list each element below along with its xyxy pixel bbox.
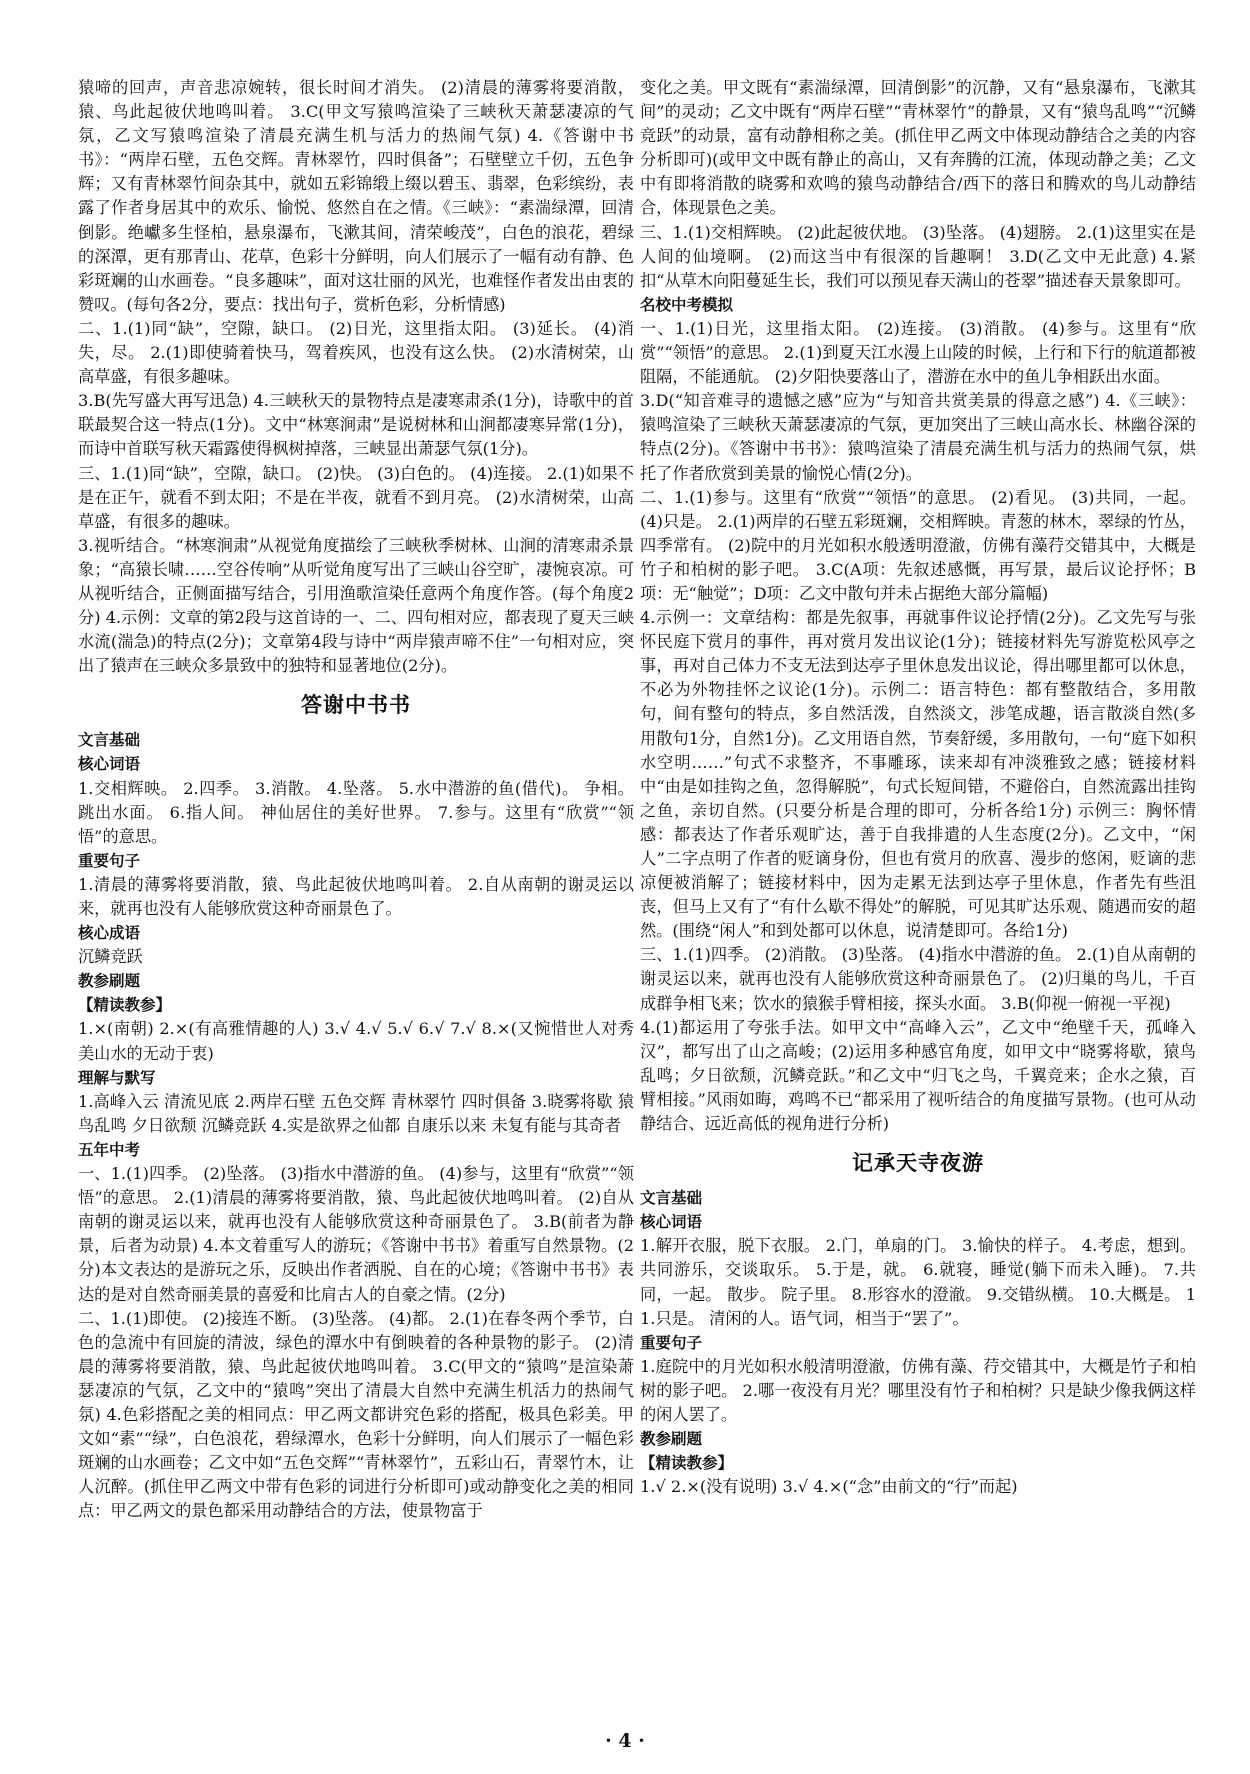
answer-paragraph: 1.庭院中的月光如积水般清明澄澈，仿佛有藻、荇交错其中，大概是竹子和柏树的影子吧。 2.哪一夜没有月光？哪里没有竹子和柏树？只是缺少像我俩这样的闲人罢了。 — [640, 1356, 1196, 1424]
answer-paragraph: 二、1.(1)同“缺”，空隙，缺口。 (2)日光，这里指太阳。 (3)延长。 (4)消失，尽。 2.(1)即使骑着快马，驾着疾风，也没有这么快。 (2)水清树荣，山高草盛，有很多趣味。 — [78, 318, 634, 387]
answer-paragraph: 沉鳞竞跃 — [78, 947, 143, 967]
subheading: 理解与默写 — [78, 1068, 156, 1087]
section-title: 记承天寺夜游 — [852, 1151, 984, 1176]
answer-paragraph: 3.视听结合。“林寒涧肃”从视觉角度描绘了三峡秋季树林、山涧的清寒肃杀景象；“高猿长啸……空谷传响”从听觉角度写出了三峡山谷空旷，凄惋哀凉。可从视听结合，正侧面描写结合，引用渔歌渲染任意两个角度作答。(每个角度2分) 4.示例：文章的第2段与这首诗的一、二、四句相对应，都表现了夏天三峡水流(湍急)的特点(2分)；文章第4段与诗中“两岸猿声啼不住”一句相对应，突出了猿声在三峡众多景致中的独特和显著地位(2分)。 — [78, 535, 634, 676]
answer-paragraph: 二、1.(1)参与。这里有“欣赏”“领悟”的意思。 (2)看见。 (3)共同，一起。 (4)只是。 2.(1)两岸的石壁五彩斑斓，交相辉映。青葱的林木，翠绿的竹丛，四季常有。 (2)院中的月光如积水般透明澄澈，仿佛有藻荇交错其中，大概是竹子和柏树的影子吧。 3.C(A项：先叙述感慨，再写景，最后议论抒怀；B项：无“触觉”；D项：乙文中散句并未占据绝大部分篇幅) — [640, 487, 1196, 603]
subheading: 重要句子 — [640, 1333, 703, 1352]
section-title: 答谢中书书 — [301, 693, 411, 718]
subheading: 五年中考 — [78, 1140, 141, 1159]
answer-paragraph: 三、1.(1)四季。 (2)消散。 (3)坠落。 (4)指水中潜游的鱼。 2.(1)自从南朝的谢灵运以来，就再也没有人能够欣赏这种奇丽景色了。 (2)归巢的鸟儿，千百成群争相飞来；饮水的猿猴手臂相接，探头水面。 3.B(仰视一俯视一平视) — [640, 945, 1196, 1013]
subheading: 核心词语 — [640, 1213, 703, 1232]
subheading: 教参刷题 — [78, 972, 141, 991]
answer-paragraph: 一、1.(1)四季。 (2)坠落。 (3)指水中潜游的鱼。 (4)参与，这里有“欣赏”“领悟”的意思。 2.(1)清晨的薄雾将要消散，猿、鸟此起彼伏地鸣叫着。 (2)自从南朝的谢灵运以来，就再也没有人能够欣赏这种奇丽景色了。 3.B(前者为静景，后者为动景) 4.本文着重写人的游玩；《答谢中书书》着重写自然景物。(2分)本文表达的是游玩之乐，反映出作者洒脱、自在的心境；《答谢中书书》表达的是对自然奇丽美景的喜爱和比肩古人的自豪之情。(2分) — [78, 1164, 634, 1304]
right-column — [640, 76, 1196, 1499]
answer-paragraph: 1.√ 2.×(没有说明) 3.√ 4.×(“念”由前文的“行”而起) — [640, 1477, 1018, 1497]
answer-paragraph: 1.×(南朝) 2.×(有高雅情趣的人) 3.√ 4.√ 5.√ 6.√ 7.√ 8.×(又惋惜世人对秀美山水的无动于衷) — [78, 1019, 634, 1063]
answer-paragraph: 猿啼的回声，声音悲凉婉转，很长时间才消失。 (2)清晨的薄雾将要消散，猿、鸟此起彼伏地鸣叫着。 3.C(甲文写猿鸣渲染了三峡秋天萧瑟凄凉的气氛，乙文写猿鸣渲染了清晨充满生机与活力的热闹气氛) 4.《答谢中书书》：“两岸石壁，五色交辉。青林翠竹，四时俱备”；石壁壁立千仞，五色争辉；又有青林翠竹间杂其中，就如五彩锦缎上缀以碧玉、翡翠，色彩缤纷，表露了作者身居其中的欢乐、愉悦、悠然自在之情。《三峡》：“素湍绿潭，回清倒影。绝巘多生怪柏，悬泉瀑布，飞漱其间，清荣峻茂”，白色的浪花，碧绿的深潭，更有那青山、花草，色彩十分鲜明，向人们展示了一幅有动有静、色彩斑斓的山水画卷。“良多趣味”，面对这壮丽的风光，也难怪作者发出由衷的赞叹。(每句各2分，要点：找出句子，赏析色彩，分析情感) — [78, 78, 634, 314]
answer-paragraph: 1.解开衣服，脱下衣服。 2.门，单扇的门。 3.愉快的样子。 4.考虑，想到。 共同游乐，交谈取乐。 5.于是，就。 6.就寝，睡觉(躺下而未入睡)。 7.共同，一起。 散步。 院子里。 8.形容水的澄澈。 9.交错纵横。 10.大概是。 11.只是。 清闲的人。语气词，相当于“罢了”。 — [640, 1236, 1196, 1328]
subheading: 【精读教参】 — [640, 1454, 734, 1473]
answer-paragraph: 三、1.(1)同“缺”，空隙，缺口。 (2)快。 (3)白色的。 (4)连接。 2.(1)如果不是在正午，就看不到太阳；不是在半夜，就看不到月亮。 (2)水清树荣，山高草盛，有很多的趣味。 — [78, 463, 634, 531]
answer-paragraph: 二、1.(1)即使。 (2)接连不断。 (3)坠落。 (4)都。 2.(1)在春冬两个季节，白色的急流中有回旋的清波，绿色的潭水中有倒映着的各种景物的影子。 (2)清晨的薄雾将要消散，猿、鸟此起彼伏地鸣叫着。 3.C(甲文的“猿鸣”是渲染萧瑟凄凉的气氛，乙文中的“猿鸣”突出了清晨大自然中充满生机活力的热闹气氛) 4.色彩搭配之美的相同点：甲乙两文都讲究色彩的搭配，极具色彩美。甲文如“素”“绿”，白色浪花，碧绿潭水，色彩十分鲜明，向人们展示了一幅色彩斑斓的山水画卷；乙文中如“五色交辉”“青林翠竹”，五彩山石，青翠竹木，让人沉醉。(抓住甲乙两文中带有色彩的词进行分析即可)或动静变化之美的相同点：甲乙两文的景色都采用动静结合的方法，使景物富于 — [78, 1308, 634, 1521]
answer-paragraph: 3.B(先写盛大再写迅急) 4.三峡秋天的景物特点是凄寒肃杀(1分)，诗歌中的首联最契合这一特点(1分)。文中“林寒涧肃”是说树林和山涧都凄寒异常(1分)，而诗中首联写秋天霜露使得枫树掉落，三峡显出萧瑟气氛(1分)。 — [78, 391, 634, 459]
subheading: 核心成语 — [78, 924, 141, 943]
subheading: 核心词语 — [78, 755, 141, 774]
answer-paragraph: 3.D(“知音难寻的遗憾之感”应为“与知音共赏美景的得意之感”) 4.《三峡》：猿鸣渲染了三峡秋天萧瑟凄凉的气氛，更加突出了三峡山高水长、林幽谷深的特点(2分)。《答谢中书书》：猿鸣渲染了清晨充满生机与活力的热闹气氛，烘托了作者欣赏到美景的愉悦心情(2分)。 — [640, 391, 1196, 483]
answer-paragraph: 变化之美。甲文既有“素湍绿潭，回清倒影”的沉静，又有“悬泉瀑布，飞漱其间”的灵动；乙文中既有“两岸石壁”“青林翠竹”的静景，又有“猿鸟乱鸣”“沉鳞竞跃”的动景，富有动静相称之美。(抓住甲乙两文中体现动静结合之美的内容分析即可)(或甲文中既有静止的高山，又有奔腾的江流，体现动静之美；乙文中有即将消散的晓雾和欢鸣的猿鸟动静结合/西下的落日和腾欢的鸟儿动静结合，体现景色之美。 — [640, 78, 1196, 218]
left-column — [78, 76, 634, 1523]
subheading: 【精读教参】 — [78, 996, 172, 1015]
subheading: 教参刷题 — [640, 1430, 703, 1449]
answer-paragraph: 一、1.(1)日光，这里指太阳。 (2)连接。 (3)消散。 (4)参与。这里有“欣赏”“领悟”的意思。 2.(1)到夏天江水漫上山陵的时候，上行和下行的航道都被阻隔，不能通航。 (2)夕阳快要落山了，潜游在水中的鱼儿争相跃出水面。 — [640, 318, 1196, 387]
subheading: 名校中考模拟 — [640, 295, 734, 314]
page-number: · 4 · — [605, 1730, 645, 1752]
answer-paragraph: 1.清晨的薄雾将要消散，猿、鸟此起彼伏地鸣叫着。 2.自从南朝的谢灵运以来，就再也没有人能够欣赏这种奇丽景色了。 — [78, 874, 634, 918]
answer-paragraph: 1.高峰入云 清流见底 2.两岸石壁 五色交辉 青林翠竹 四时俱备 3.晓雾将歇 猿鸟乱鸣 夕日欲颓 沉鳞竞跃 4.实是欲界之仙都 自康乐以来 未复有能与其奇者 — [78, 1091, 634, 1135]
subheading: 文言基础 — [640, 1189, 703, 1208]
answer-paragraph: 1.交相辉映。 2.四季。 3.消散。 4.坠落。 5.水中潜游的鱼(借代)。 争相。 跳出水面。 6.指人间。 神仙居住的美好世界。 7.参与。这里有“欣赏”“领悟”的意思。 — [78, 778, 634, 846]
subheading: 重要句子 — [78, 851, 141, 870]
answer-paragraph: 三、1.(1)交相辉映。 (2)此起彼伏地。 (3)坠落。 (4)翅膀。 2.(1)这里实在是人间的仙境啊。 (2)而这当中有很深的旨趣啊！ 3.D(乙文中无此意) 4.紧扣“从草木向阳蔓延生长，我们可以预见春天满山的苍翠”描述春天景象即可。 — [640, 222, 1196, 290]
subheading: 文言基础 — [78, 731, 141, 750]
answer-paragraph: 4.示例一：文章结构：都是先叙事，再就事件议论抒情(2分)。乙文先写与张怀民庭下赏月的事件，再对赏月发出议论(1分)；链接材料先写游览松风亭之事，再对自己体力不支无法到达亭子里休息发出议论，得出哪里都可以休息，不必为外物挂怀之议论(1分)。示例二：语言特色：都有整散结合，多用散句，间有整句的特点，多自然活泼，自然淡文，涉笔成趣，语言散淡自然(多用散句1分，自然1分)。乙文用语自然，节奏舒缓，多用散句，一句“庭下如积水空明……”句式不求整齐，不事雕琢，读来却有冲淡雅致之感；链接材料中“由是如挂钩之鱼，忽得解脱”，句式长短间错，不避俗白，自然流露出挂钩之鱼，亲切自然。(只要分析是合理的即可，分析各给1分) 示例三：胸怀情感：都表达了作者乐观旷达，善于自我排遣的人生态度(2分)。乙文中，“闲人”二字点明了作者的贬谪身份，但也有赏月的欣喜、漫步的悠闲，贬谪的悲凉便被消解了；链接材料中，因为走累无法到达亭子里休息，作者先有些沮丧，但马上又有了“有什么歇不得处”的解脱，可见其旷达乐观、随遇而安的超然。(围绕“闲人”和到处都可以休息，说清楚即可。各给1分) — [640, 608, 1196, 941]
answer-paragraph: 4.(1)都运用了夸张手法。如甲文中“高峰入云”，乙文中“绝壁千天，孤峰入汉”，都写出了山之高峻；(2)运用多种感官角度，如甲文中“晓雾将歇，猿鸟乱鸣；夕日欲颓，沉鳞竞跃。”和乙文中“归飞之鸟，千翼竞来；企水之猿，百臂相接。”风雨如晦，鸡鸣不已“都采用了视听结合的角度描写景物。(也可从动静结合、远近高低的视角进行分析) — [640, 1017, 1196, 1134]
